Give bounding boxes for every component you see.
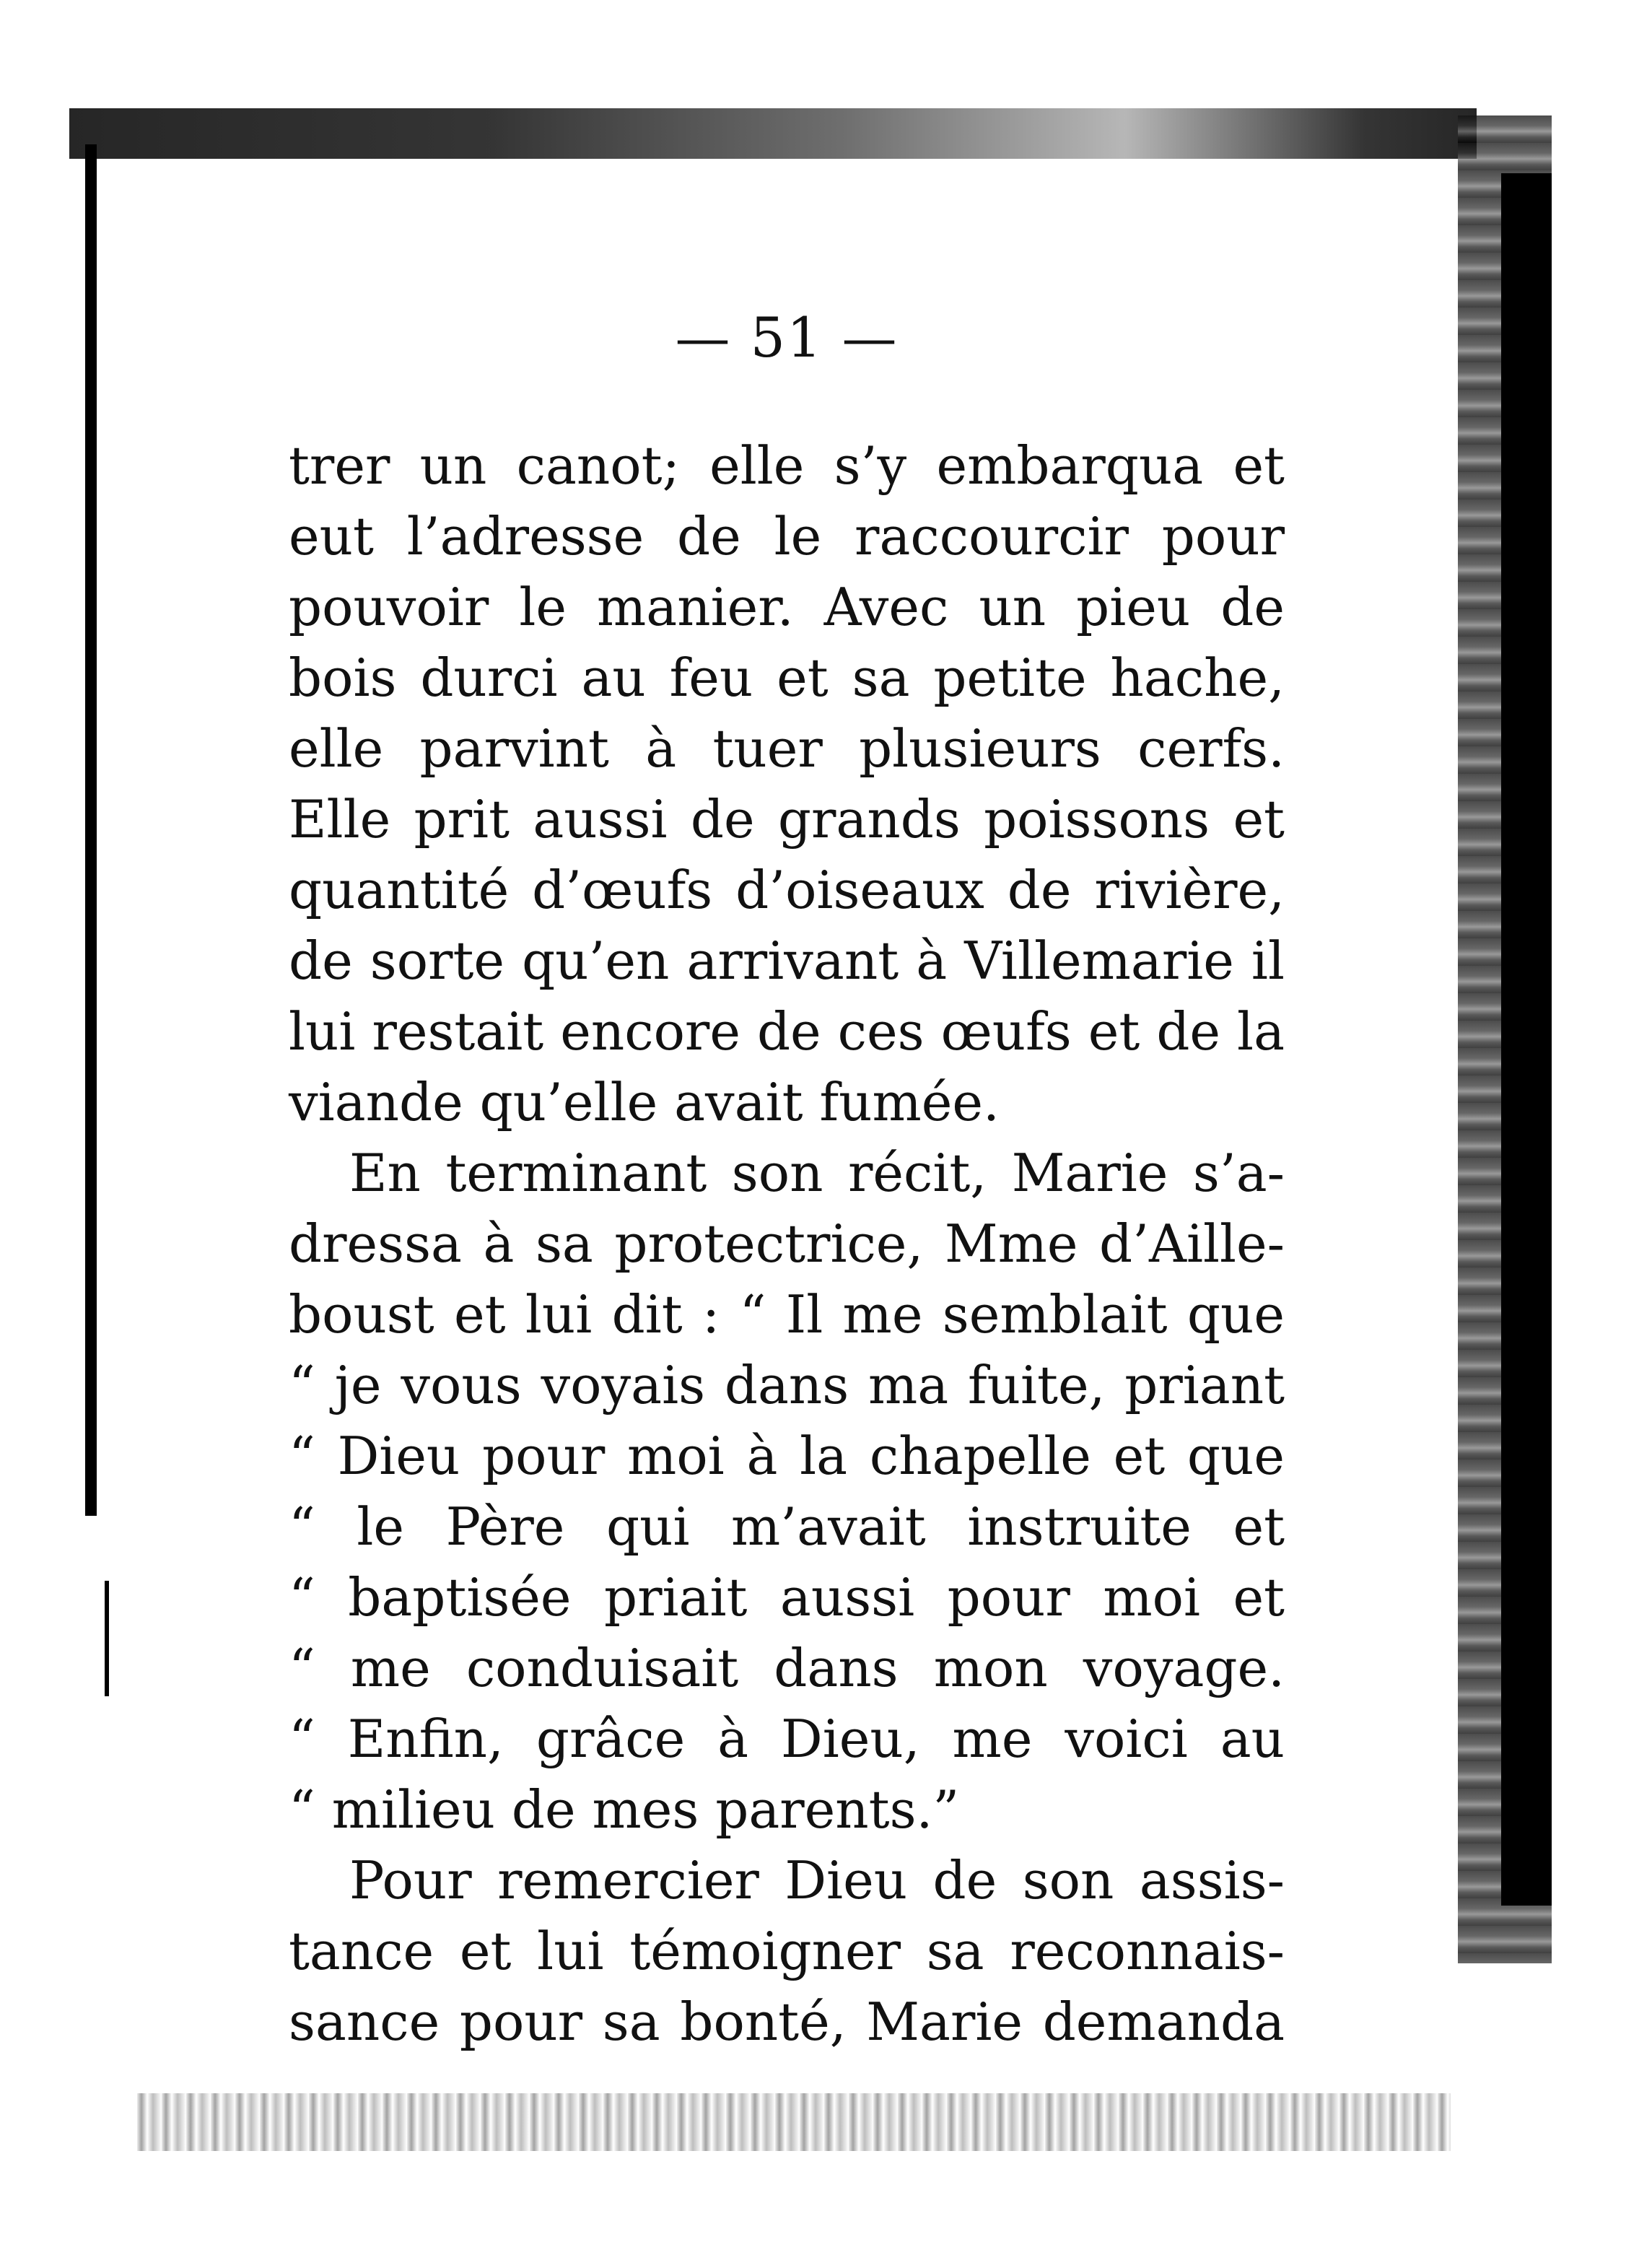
text-line: de sorte qu’en arrivant à Villemarie il (289, 930, 1285, 991)
paragraph-1 (289, 430, 1285, 1138)
text-line: quantité d’œufs d’oiseaux de rivière, (289, 860, 1285, 920)
text-line: bois durci au feu et sa petite hache, (289, 647, 1285, 708)
text-line: “ milieu de mes parents.” (289, 1779, 960, 1840)
scan-border-left (85, 144, 97, 1516)
text-line: Elle prit aussi de grands poissons et (289, 789, 1285, 850)
text-line: “ baptisée priait aussi pour moi et (289, 1567, 1285, 1628)
text-line: tance et lui témoigner sa reconnais- (289, 1921, 1285, 1981)
text-line: En terminant son récit, Marie s’a- (349, 1143, 1285, 1203)
text-line: “ je vous voyais dans ma fuite, priant (289, 1355, 1285, 1415)
scan-border-left-fragment (105, 1581, 109, 1696)
text-line: eut l’adresse de le raccourcir pour (289, 506, 1285, 567)
scan-border-bottom (137, 2093, 1451, 2151)
scan-border-top (69, 108, 1477, 159)
text-line: trer un canot; elle s’y embarqua et (289, 435, 1285, 496)
text-line: elle parvint à tuer plusieurs cerfs. (289, 718, 1285, 779)
paragraph-2 (289, 1138, 1285, 1845)
text-line: “ le Père qui m’avait instruite et (289, 1496, 1285, 1557)
scan-border-right-edge (1501, 173, 1552, 1906)
text-line: boust et lui dit : “ Il me semblait que (289, 1284, 1285, 1345)
text-line: pouvoir le manier. Avec un pieu de (289, 577, 1285, 637)
text-line: “ Dieu pour moi à la chapelle et que (289, 1426, 1285, 1486)
text-line: dressa à sa protectrice, Mme d’Aille- (289, 1213, 1285, 1274)
paragraph-3 (289, 1845, 1285, 2057)
text-line: “ Enfin, grâce à Dieu, me voici au (289, 1709, 1285, 1769)
text-line: Pour remercier Dieu de son assis- (349, 1850, 1285, 1911)
text-line: sance pour sa bonté, Marie demanda (289, 1991, 1285, 2052)
book-page (289, 305, 1285, 2057)
text-line: “ me conduisait dans mon voyage. (289, 1638, 1285, 1698)
text-line: lui restait encore de ces œufs et de la (289, 1001, 1285, 1062)
text-line: viande qu’elle avait fumée. (289, 1072, 1000, 1133)
page-number: — 51 — (675, 305, 899, 370)
